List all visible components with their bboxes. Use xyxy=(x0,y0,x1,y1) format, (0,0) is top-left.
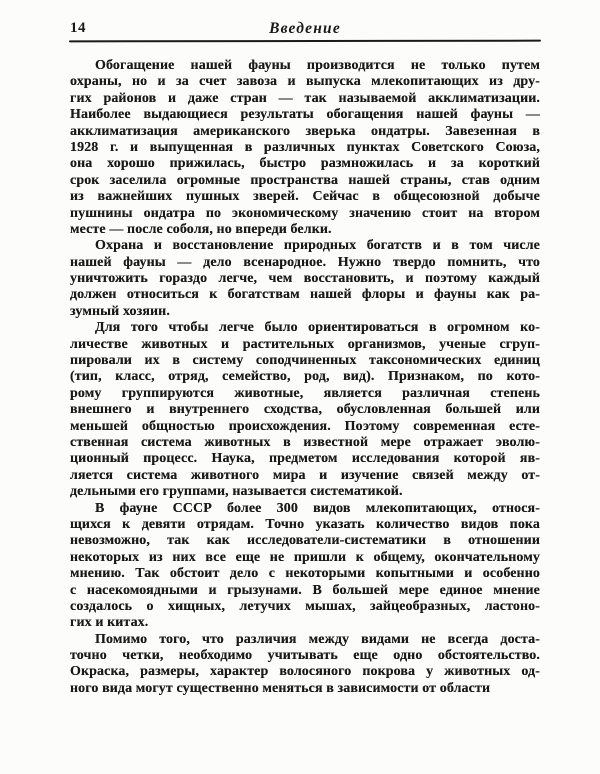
text-line: мнению. Так обстоит дело с некоторыми копытными и особенно xyxy=(70,566,540,582)
paragraph xyxy=(70,320,540,500)
text-line: 1928 г. и выпущенная в различных пунктах Советского Союза, xyxy=(70,139,540,155)
text-line: ного вида могут существенно меняться в зависимости от области xyxy=(70,680,491,696)
text-line: Помимо того, что различия между видами не всегда доста- xyxy=(95,631,540,647)
paragraph xyxy=(70,58,540,238)
text-line: пировали их в систему соподчиненных таксономических единиц xyxy=(70,353,540,369)
paragraphs-container xyxy=(70,58,540,697)
paragraph xyxy=(70,501,540,632)
text-line: из важнейших пушных зверей. Сейчас в общесоюзной добыче xyxy=(70,189,540,205)
running-header xyxy=(70,20,540,38)
text-line: рому группируются животные, является различная степень xyxy=(70,385,540,401)
text-line: месте — после соболя, но впереди белки. xyxy=(70,221,332,237)
text-line: гих и китах. xyxy=(70,615,149,631)
text-line: Для того чтобы легче было ориентироваться в огромном ко- xyxy=(95,320,540,336)
text-line: Охрана и восстановление природных богатств и в том числе xyxy=(95,238,540,254)
text-line: пушнины ондатра по экономическому значению стоит на втором xyxy=(70,205,540,221)
paragraph xyxy=(70,238,540,320)
paragraph xyxy=(70,632,540,698)
text-line: зумный хозяин. xyxy=(70,303,170,319)
text-line: точно четки, необходимо учитывать еще одно обстоятельство. xyxy=(70,648,540,664)
text-line: В фауне СССР более 300 видов млекопитающих, относя- xyxy=(95,500,540,516)
text-line: (тип, класс, отряд, семейство, род, вид). Признаком, по кото- xyxy=(70,369,540,385)
text-line: невозможно, так как исследователи-систематики в отношении xyxy=(70,533,540,549)
text-line: личестве животных и растительных организмов, ученые сгруп- xyxy=(70,336,540,352)
text-line: Окраска, размеры, характер волосяного покрова у животных од- xyxy=(70,664,540,680)
page-number: 14 xyxy=(70,20,86,36)
text-line: гих районов и даже стран — так называемой акклиматизации. xyxy=(70,90,540,106)
text-line: дельными его группами, называется систематикой. xyxy=(70,484,403,500)
text-line: она хорошо прижилась, быстро размножилась и за короткий xyxy=(70,156,540,172)
header-rule xyxy=(69,40,541,43)
text-line: акклиматизация американского зверька ондатры. Завезенная в xyxy=(70,123,540,139)
text-line: внешнего и внутреннего сходства, обусловленная большей или xyxy=(70,402,540,418)
text-line: Наиболее выдающиеся результаты обогащения нашей фауны — xyxy=(70,107,540,123)
text-line: меньшей общностью происхождения. Поэтому современная есте- xyxy=(70,418,540,434)
text-line: ционный процесс. Наука, предметом исследования которой яв- xyxy=(70,451,540,467)
text-line: ственная система животных в известной мере отражает эволю- xyxy=(70,434,540,450)
running-header-title: Введение xyxy=(269,20,341,37)
text-line: уничтожить гораздо легче, чем восстановить, и поэтому каждый xyxy=(70,271,540,287)
text-line: ляется система животного мира и изучение связей между от- xyxy=(70,467,540,483)
text-line: охраны, но и за счет завоза и выпуска млекопитающих из дру- xyxy=(70,74,540,90)
text-line: создалось о хищных, летучих мышах, зайцеобразных, ластоно- xyxy=(70,598,540,614)
text-line: щихся к девяти отрядам. Точно указать количество видов пока xyxy=(70,516,540,532)
text-line: некоторых из них все еще не пришли к общему, окончательному xyxy=(70,549,540,565)
text-line: с насекомоядными и грызунами. В большей мере единое мнение xyxy=(70,582,540,598)
text-line: должен относиться к богатствам нашей флоры и фауны как ра- xyxy=(70,287,540,303)
text-line: нашей фауны — дело всенародное. Нужно твердо помнить, что xyxy=(70,254,540,270)
text-line: срок заселила огромные пространства нашей страны, став одним xyxy=(70,172,540,188)
text-line: Обогащение нашей фауны производится не только путем xyxy=(95,58,540,73)
